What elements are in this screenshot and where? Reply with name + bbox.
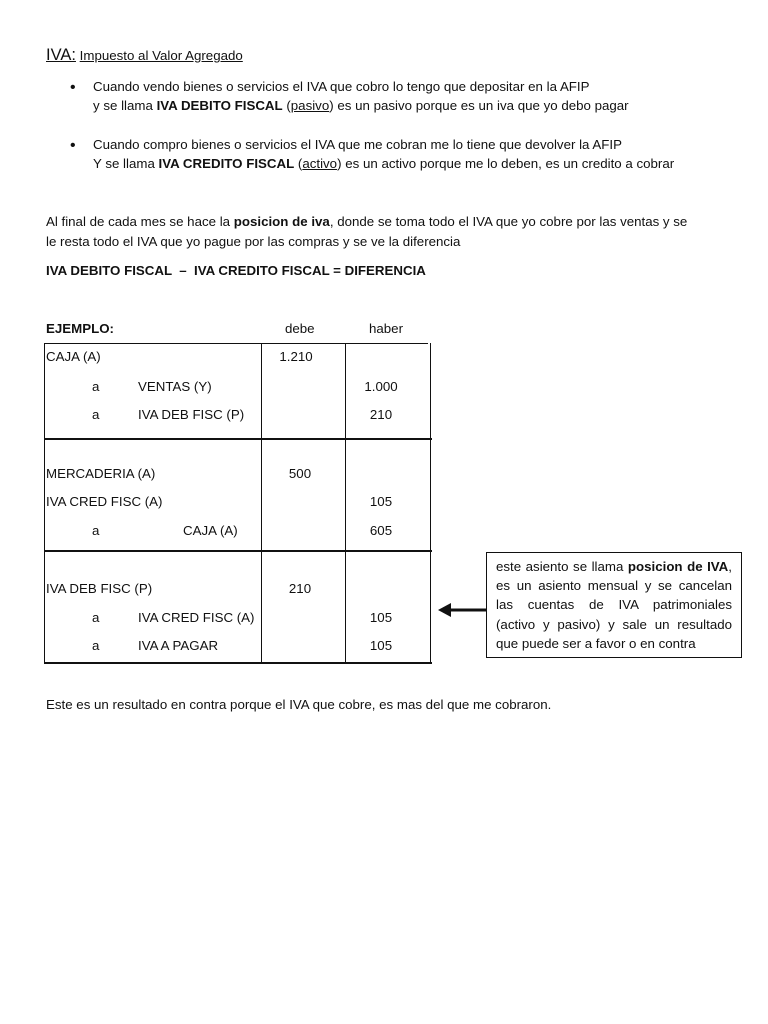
table-right-rule [430,343,431,664]
table-row-account: IVA A PAGAR [138,638,219,653]
arrow-left-icon [436,600,488,620]
table-row-debe: 210 [288,581,312,596]
note-line-4: (activo y pasivo) y sale un resultado [496,616,732,632]
table-row-haber: 1.000 [364,379,398,394]
table-row-account: IVA CRED FISC (A) [138,610,255,625]
table-row-haber: 105 [369,610,393,625]
bullet-1-line-1: Cuando vendo bienes o servicios el IVA que cobro lo tengo que depositar en la AFIP [93,79,590,94]
table-haber-rule [345,440,346,552]
note-line-1: este asiento se llama posicion de IVA, [496,559,732,574]
table-row-prefix: a [92,638,100,653]
page-title [46,46,243,65]
bullet-2-line-2: Y se llama IVA CREDITO FISCAL (activo) es un activo porque me lo deben, es un credito a cobrar [93,156,675,171]
table-top-rule [44,343,428,344]
bullet-2-line-1: Cuando compro bienes o servicios el IVA que me cobran me lo tiene que devolver la AFIP [93,137,622,152]
title-main: IVA: [46,46,76,64]
paragraph-line-1: Al final de cada mes se hace la posicion de iva, donde se toma todo el IVA que yo cobre por las ventas y se [46,214,688,229]
table-row-account: CAJA (A) [183,523,238,538]
table-haber-rule [345,552,346,662]
table-row-prefix: a [92,407,100,422]
table-debe-rule [261,440,262,552]
note-line-3: las cuentas de IVA patrimoniales [496,597,732,613]
table-bottom-rule [44,662,432,664]
table-row-account: IVA CRED FISC (A) [46,494,163,509]
table-separator [44,438,432,440]
table-separator [44,550,432,552]
table-row-account: IVA DEB FISC (P) [46,581,153,596]
note-line-5: que puede ser a favor o en contra [496,635,696,651]
table-row-debe: 500 [288,466,312,481]
bullet-marker: • [70,79,76,96]
column-header-haber: haber [369,321,404,336]
table-haber-rule [345,343,346,440]
example-label: EJEMPLO: [46,321,114,336]
bullet-marker: • [70,137,76,154]
note-box [486,552,742,658]
title-subtitle: Impuesto al Valor Agregado [79,48,243,63]
table-row-prefix: a [92,379,100,394]
note-line-2: es un asiento mensual y se cancelan [496,578,732,594]
table-row-account: IVA DEB FISC (P) [138,407,245,422]
table-row-account: VENTAS (Y) [138,379,212,394]
table-row-account: MERCADERIA (A) [46,466,156,481]
table-debe-rule [261,343,262,440]
column-header-debe: debe [285,321,315,336]
formula: IVA DEBITO FISCAL – IVA CREDITO FISCAL = DIFERENCIA [46,263,426,278]
table-row-haber: 210 [369,407,393,422]
table-row-haber: 605 [369,523,393,538]
paragraph-line-2: le resta todo el IVA que yo pague por las compras y se ve la diferencia [46,234,461,249]
table-row-account: CAJA (A) [46,349,101,364]
bullet-1-line-2: y se llama IVA DEBITO FISCAL (pasivo) es un pasivo porque es un iva que yo debo pagar [93,98,629,113]
table-row-prefix: a [92,610,100,625]
table-debe-rule [261,552,262,662]
table-row-haber: 105 [369,638,393,653]
conclusion-text: Este es un resultado en contra porque el IVA que cobre, es mas del que me cobraron. [46,697,552,712]
table-left-rule [44,343,45,664]
table-row-haber: 105 [369,494,393,509]
table-row-prefix: a [92,523,100,538]
table-row-debe: 1.210 [279,349,313,364]
